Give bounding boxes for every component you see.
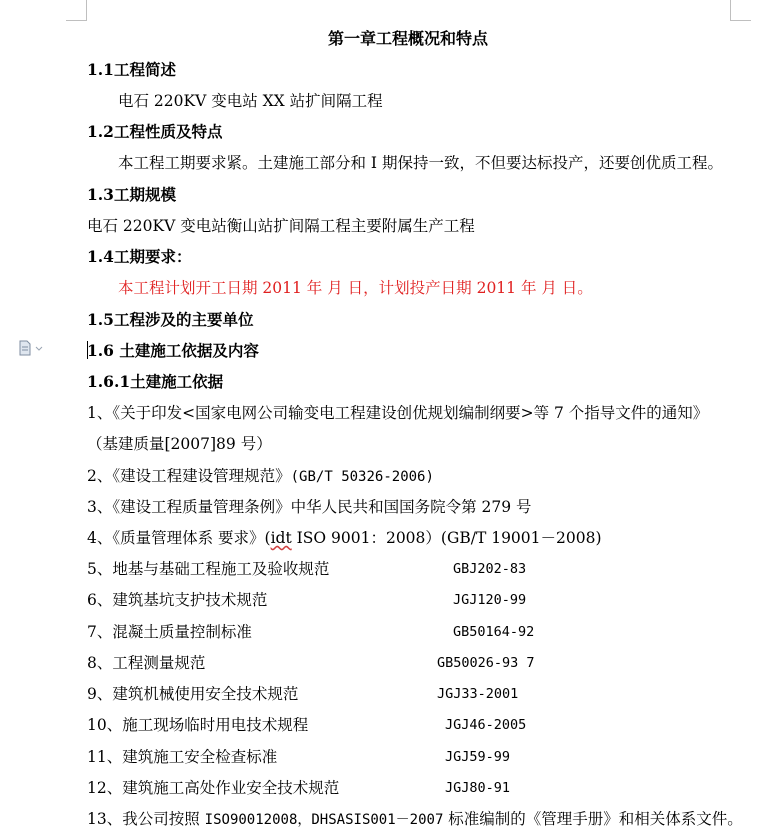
basis-row-7-name: 7、混凝土质量控制标准	[87, 623, 252, 641]
basis-row-11-name: 11、建筑施工安全检查标准	[87, 748, 278, 766]
basis-item-1-line-2: （基建质量[2007]89 号）	[87, 435, 272, 453]
basis-item-2-code: (GB/T 50326-2006)	[290, 469, 434, 485]
basis-item-4	[87, 528, 602, 548]
basis-item-4-title: 4、《质量管理体系 要求》(	[87, 529, 271, 547]
basis-item-13-standards: ISO90012008，DHSASIS001－2007	[204, 812, 444, 828]
basis-row-10-code: JGJ46-2005	[445, 717, 527, 733]
basis-item-13	[87, 809, 743, 830]
section-1-2-title: 1.2工程性质及特点	[87, 122, 223, 141]
section-1-6-1-title: 1.6.1土建施工依据	[87, 372, 224, 391]
basis-item-2-title: 2、《建设工程建设管理规范》	[87, 467, 291, 485]
basis-item-1-line-1: 1、《关于印发<国家电网公司输变电工程建设创优规划编制纲要>等 7 个指导文件的通知》	[87, 404, 709, 422]
section-1-6-title: 1.6 土建施工依据及内容	[87, 341, 259, 360]
basis-row-11-code: JGJ59-99	[445, 749, 511, 765]
basis-row-5-name: 5、地基与基础工程施工及验收规范	[87, 560, 330, 578]
crop-mark-right-horizontal	[730, 20, 751, 21]
basis-row-12-code: JGJ80-91	[445, 780, 511, 796]
section-1-4-title: 1.4工期要求：	[87, 247, 192, 266]
paragraph-options-icon[interactable]	[18, 340, 44, 356]
basis-item-13-suffix: 标准编制的《管理手册》和相关体系文件。	[443, 810, 743, 828]
basis-row-12-name: 12、建筑施工高处作业安全技术规范	[87, 779, 340, 797]
basis-row-6-name: 6、建筑基坑支护技术规范	[87, 591, 268, 609]
crop-mark-left-horizontal	[66, 20, 87, 21]
basis-row-10-name: 10、施工现场临时用电技术规程	[87, 716, 309, 734]
basis-item-4-standard: ISO 9001：2008）(GB/T 19001－2008)	[291, 529, 602, 547]
basis-row-8-name: 8、工程测量规范	[87, 654, 206, 672]
basis-row-9-code: JGJ33-2001	[437, 686, 519, 702]
basis-item-13-prefix: 13、我公司按照	[87, 810, 205, 828]
section-1-3-body: 电石 220KV 变电站衡山站扩间隔工程主要附属生产工程	[87, 217, 475, 235]
crop-mark-right-vertical	[730, 0, 731, 20]
section-1-4-body: 本工程计划开工日期 2011 年 月 日，计划投产日期 2011 年 月 日。	[118, 279, 593, 297]
section-1-1-body: 电石 220KV 变电站 XX 站扩间隔工程	[118, 92, 383, 110]
basis-item-3: 3、《建设工程质量管理条例》中华人民共和国国务院令第 279 号	[87, 498, 532, 516]
crop-mark-left-vertical	[86, 0, 87, 20]
basis-row-9-name: 9、建筑机械使用安全技术规范	[87, 685, 299, 703]
chapter-title: 第一章工程概况和特点	[328, 29, 489, 48]
basis-item-4-idt: idt	[270, 529, 292, 547]
basis-row-5-code: GBJ202-83	[453, 561, 527, 577]
basis-row-7-code: GB50164-92	[453, 624, 535, 640]
section-1-5-title: 1.5工程涉及的主要单位	[87, 310, 254, 329]
section-1-2-body: 本工程工期要求紧。土建施工部分和 I 期保持一致，不但要达标投产，还要创优质工程。	[118, 154, 723, 172]
section-1-3-title: 1.3工期规模	[87, 185, 176, 204]
basis-row-8-code: GB50026-93 7	[437, 655, 535, 671]
basis-item-2	[87, 466, 434, 487]
section-1-1-title: 1.1工程简述	[87, 60, 176, 79]
basis-row-6-code: JGJ120-99	[453, 592, 527, 608]
